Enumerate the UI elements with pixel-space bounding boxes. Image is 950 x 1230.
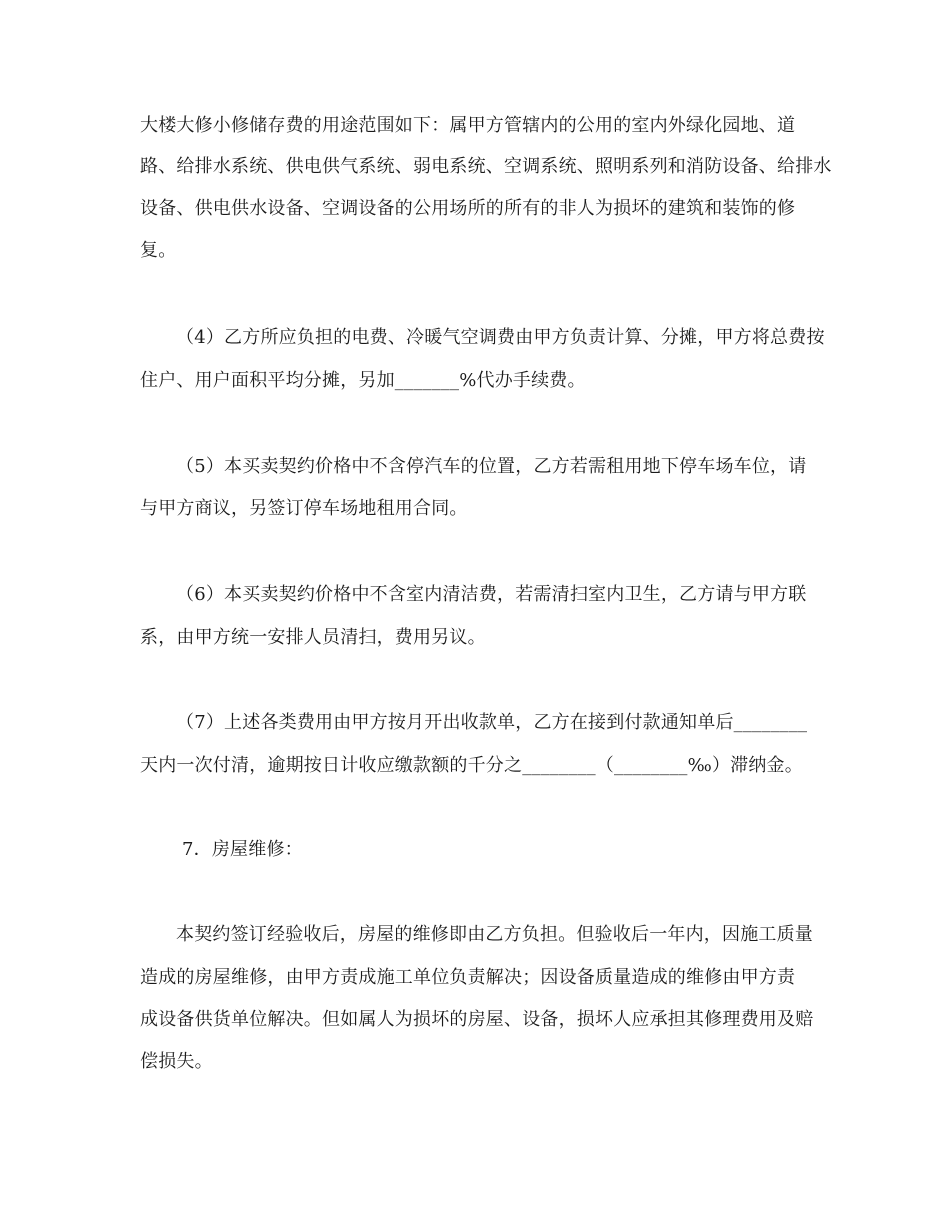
paragraph-line: 与甲方商议，另签订停车场地租用合同。 <box>140 498 468 519</box>
paragraph-line: （6）本买卖契约价格中不含室内清洁费，若需清扫室内卫生，乙方请与甲方联 <box>176 584 807 605</box>
paragraph-line: 成设备供货单位解决。但如属人为损坏的房屋、设备，损坏人应承担其修理费用及赔 <box>140 1009 814 1030</box>
paragraph-line: 住户、用户面积平均分摊，另加_______%代办手续费。 <box>140 370 586 391</box>
paragraph-line: 本契约签订经验收后，房屋的维修即由乙方负担。但验收后一年内，因施工质量 <box>176 924 813 945</box>
paragraph-line: 天内一次付清，逾期按日计收应缴款额的千分之________（________‰）滞纳金。 <box>140 755 803 776</box>
paragraph-line: 路、给排水系统、供电供气系统、弱电系统、空调系统、照明系列和消防设备、给排水 <box>140 156 832 177</box>
paragraph-line: （7）上述各类费用由甲方按月开出收款单，乙方在接到付款通知单后________ <box>176 712 808 733</box>
paragraph-line: 偿损失。 <box>140 1051 213 1072</box>
paragraph-line: 大楼大修小修储存费的用途范围如下：属甲方管辖内的公用的室内外绿化园地、道 <box>140 115 796 136</box>
paragraph-line: （5）本买卖契约价格中不含停汽车的位置，乙方若需租用地下停车场车位，请 <box>176 456 807 477</box>
paragraph-line: 设备、供电供水设备、空调设备的公用场所的所有的非人为损坏的建筑和装饰的修 <box>140 198 796 219</box>
paragraph-line: 系，由甲方统一安排人员清扫，费用另议。 <box>140 627 486 648</box>
paragraph-line: （4）乙方所应负担的电费、冷暖气空调费由甲方负责计算、分摊，甲方将总费按 <box>176 327 825 348</box>
paragraph-line: 造成的房屋维修，由甲方责成施工单位负责解决；因设备质量造成的维修由甲方责 <box>140 967 796 988</box>
section-heading: 7．房屋维修： <box>182 839 303 860</box>
paragraph-line: 复。 <box>140 240 177 261</box>
